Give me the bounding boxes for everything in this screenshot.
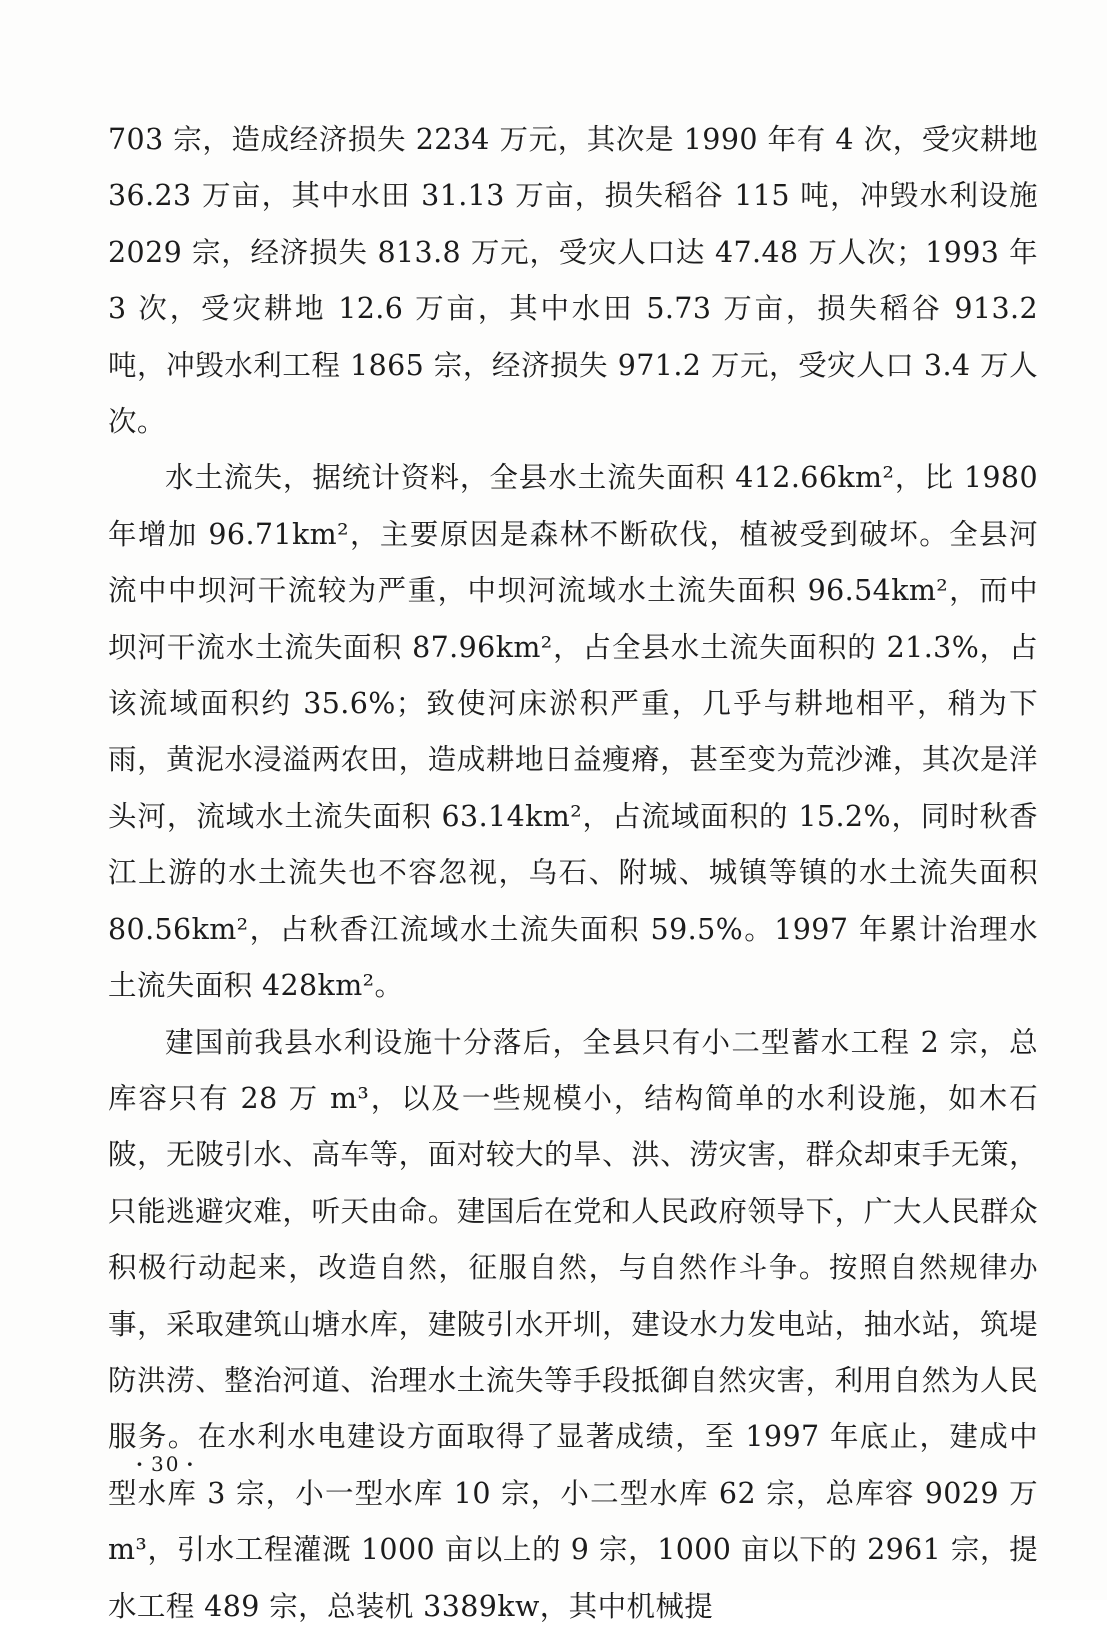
page-number-footer [130,1452,201,1476]
page-number-dot-left: · [136,1452,145,1476]
page-number-dot-right: · [186,1452,196,1476]
paragraph-soil-erosion: 水土流失，据统计资料，全县水土流失面积 412.66km²，比 1980 年增加 96.71km²，主要原因是森林不断砍伐，植被受到破坏。全县河流中中坝河干流较为严重，中坝河流域水土流失面积 96.54km²，而中坝河干流水土流失面积 87.96km²，占全县水土流失面积的 21.3%，占该流域面积约 35.6%；致使河床淤积严重，几乎与耕地相平，稍为下雨，黄泥水浸溢两农田，造成耕地日益瘦瘠，甚至变为荒沙滩，其次是洋头河，流域水土流失面积 63.14km²，占流域面积的 15.2%，同时秋香江上游的水土流失也不容忽视，乌石、附城、城镇等镇的水土流失面积 80.56km²，占秋香江流域水土流失面积 59.5%。1997 年累计治理水土流失面积 428km²。 [108,461,1038,1003]
body-text [108,112,1038,1635]
paragraph-water-conservancy: 建国前我县水利设施十分落后，全县只有小二型蓄水工程 2 宗，总库容只有 28 万 m³，以及一些规模小，结构简单的水利设施，如木石陂，无陂引水、高车等，面对较大的旱、洪、涝灾害，群众却束手无策，只能逃避灾难，听天由命。建国后在党和人民政府领导下，广大人民群众积极行动起来，改造自然，征服自然，与自然作斗争。按照自然规律办事，采取建筑山塘水库，建陂引水开圳，建设水力发电站，抽水站，筑堤防洪涝、整治河道、治理水土流失等手段抵御自然灾害，利用自然为人民服务。在水利水电建设方面取得了显著成绩，至 1997 年底止，建成中型水库 3 宗，小一型水库 10 宗，小二型水库 62 宗，总库容 9029 万 m³，引水工程灌溉 1000 亩以上的 9 宗，1000 亩以下的 2961 宗，提水工程 489 宗，总装机 3389kw，其中机械提 [108,1025,1038,1623]
page-number: 30 [150,1452,181,1476]
paragraph-flood-losses: 703 宗，造成经济损失 2234 万元，其次是 1990 年有 4 次，受灾耕地 36.23 万亩，其中水田 31.13 万亩，损失稻谷 115 吨，冲毁水利设施 2029 宗，经济损失 813.8 万元，受灾人口达 47.48 万人次；1993 年 3 次，受灾耕地 12.6 万亩，其中水田 5.73 万亩，损失稻谷 913.2 吨，冲毁水利工程 1865 宗，经济损失 971.2 万元，受灾人口 3.4 万人次。 [108,123,1039,439]
